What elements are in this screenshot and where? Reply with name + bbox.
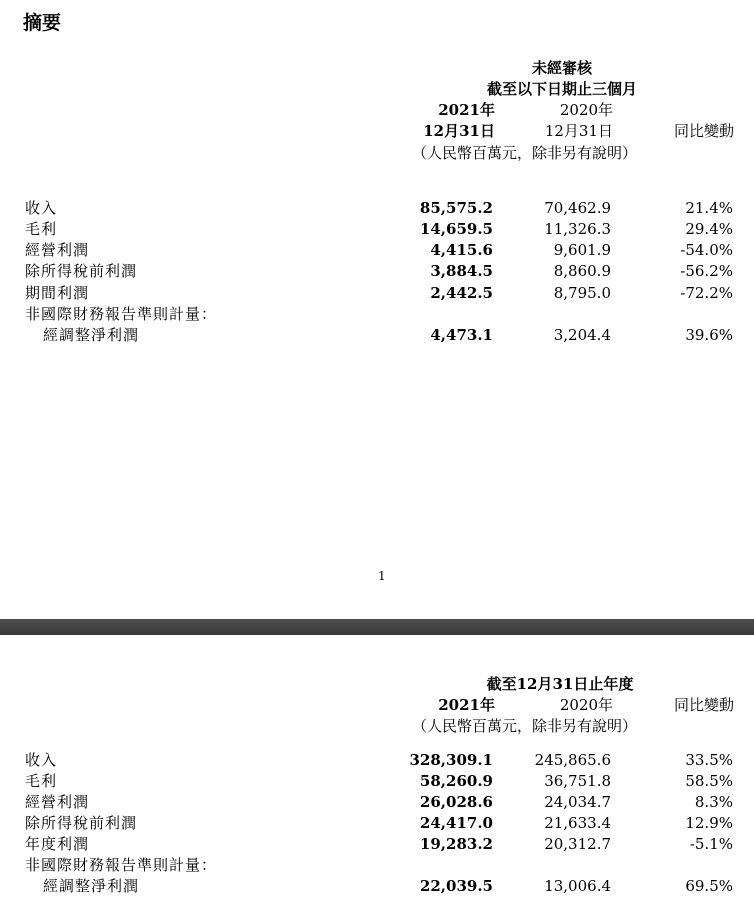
s1-col-2020-year: 2020年 [559, 101, 613, 119]
value-yoy: 12.9% [685, 814, 733, 832]
table-row [0, 261, 754, 282]
row-label: 毛利 [25, 220, 58, 238]
page-divider [0, 619, 754, 635]
row-label: 毛利 [25, 772, 58, 790]
row-label: 收入 [25, 751, 58, 769]
value-2021: 19,283.2 [419, 835, 493, 853]
table-row [0, 283, 754, 304]
value-2021: 22,039.5 [419, 877, 493, 895]
row-label: 期間利潤 [25, 284, 90, 302]
value-2021: 4,473.1 [430, 326, 493, 344]
value-yoy: -56.2% [680, 262, 733, 280]
value-2020: 70,462.9 [544, 199, 611, 217]
s1-col-2020-date: 12月31日 [544, 122, 613, 140]
value-yoy: -54.0% [680, 241, 733, 259]
value-yoy: -72.2% [680, 284, 733, 302]
value-yoy: 29.4% [685, 220, 733, 238]
value-2020: 11,326.3 [544, 220, 611, 238]
s1-unit-note: （人民幣百萬元，除非另有說明） [412, 144, 638, 162]
value-2021: 58,260.9 [419, 772, 493, 790]
value-yoy: 21.4% [685, 199, 733, 217]
value-2021: 4,415.6 [430, 241, 493, 259]
value-yoy: -5.1% [689, 835, 733, 853]
value-yoy: 58.5% [685, 772, 733, 790]
table-row [0, 792, 754, 813]
row-label: 非國際財務報告準則計量： [25, 305, 218, 323]
row-label: 非國際財務報告準則計量： [25, 856, 218, 874]
page-title: 摘要 [23, 12, 62, 34]
s2-col-yoy: 同比變動 [673, 696, 734, 714]
value-2020: 3,204.4 [553, 326, 611, 344]
table-row [0, 219, 754, 240]
value-2021: 14,659.5 [419, 220, 493, 238]
s2-col-2020-year: 2020年 [559, 696, 613, 714]
table-row [0, 813, 754, 834]
table-row [0, 304, 754, 325]
value-yoy: 33.5% [685, 751, 733, 769]
table-row [0, 325, 754, 346]
value-yoy: 39.6% [685, 326, 733, 344]
table-row [0, 240, 754, 261]
row-label: 除所得稅前利潤 [25, 262, 138, 280]
table-row [0, 855, 754, 876]
s2-unit-note: （人民幣百萬元，除非另有說明） [412, 717, 638, 735]
s2-col-2021-year: 2021年 [438, 696, 495, 714]
value-2021: 26,028.6 [419, 793, 493, 811]
s1-header-audit: 未經審核 [531, 59, 592, 77]
value-2020: 20,312.7 [544, 835, 611, 853]
s1-col-2021-date: 12月31日 [423, 122, 495, 140]
value-2020: 21,633.4 [544, 814, 611, 832]
value-2021: 328,309.1 [409, 751, 493, 769]
value-2020: 24,034.7 [544, 793, 611, 811]
s1-col-yoy: 同比變動 [673, 122, 734, 140]
table-row [0, 876, 754, 897]
value-2021: 85,575.2 [419, 199, 493, 217]
value-2021: 3,884.5 [430, 262, 493, 280]
value-2020: 8,795.0 [553, 284, 611, 302]
row-label: 經調整淨利潤 [43, 326, 140, 344]
value-2021: 2,442.5 [430, 284, 493, 302]
s1-col-2021-year: 2021年 [438, 101, 495, 119]
value-yoy: 69.5% [685, 877, 733, 895]
row-label: 年度利潤 [25, 835, 90, 853]
value-2021: 24,417.0 [419, 814, 493, 832]
row-label: 收入 [25, 199, 58, 217]
value-2020: 9,601.9 [553, 241, 611, 259]
s1-header-period: 截至以下日期止三個月 [486, 80, 637, 98]
table-row [0, 750, 754, 771]
value-yoy: 8.3% [694, 793, 733, 811]
row-label: 經營利潤 [25, 793, 90, 811]
table-row [0, 771, 754, 792]
value-2020: 13,006.4 [544, 877, 611, 895]
page-number: 1 [378, 569, 386, 583]
value-2020: 245,865.6 [534, 751, 611, 769]
value-2020: 8,860.9 [553, 262, 611, 280]
table-row [0, 198, 754, 219]
value-2020: 36,751.8 [544, 772, 611, 790]
s2-header-period: 截至12月31日止年度 [486, 675, 634, 693]
row-label: 除所得稅前利潤 [25, 814, 138, 832]
row-label: 經調整淨利潤 [43, 877, 140, 895]
row-label: 經營利潤 [25, 241, 90, 259]
table-row [0, 834, 754, 855]
